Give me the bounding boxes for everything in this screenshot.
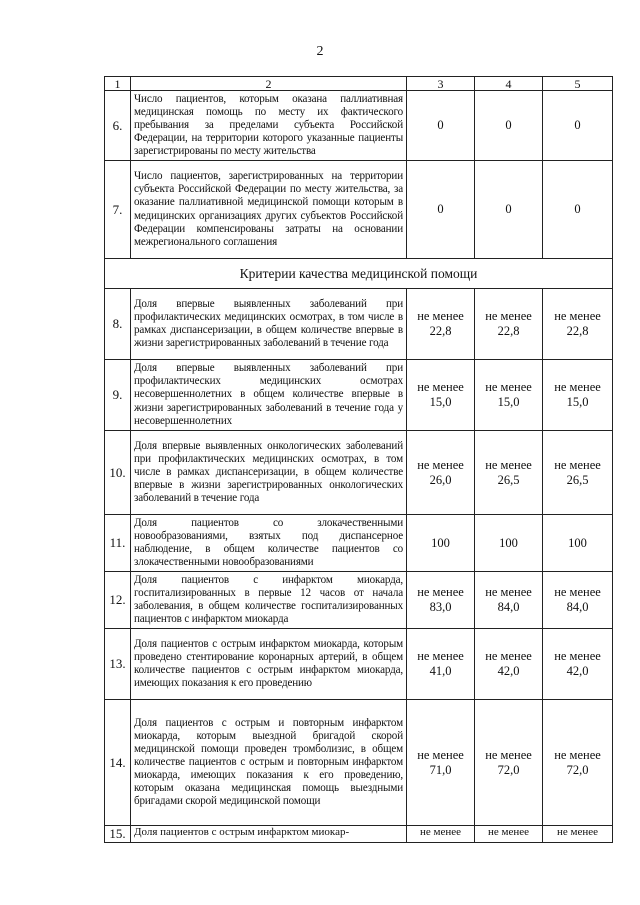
value-col5 — [543, 431, 613, 515]
value-col5 — [543, 360, 613, 431]
value-qualifier: не менее — [554, 649, 601, 663]
row-number: 12. — [105, 572, 131, 629]
value-col5 — [543, 700, 613, 826]
value-col4: 0 — [475, 91, 543, 161]
value-col5: 0 — [543, 91, 613, 161]
table-row — [105, 700, 613, 826]
value-col5: 0 — [543, 161, 613, 259]
row-description: Доля пациентов с инфарктом миокарда, госпитализированных в первые 12 часов от начала заболевания, в общем количестве госпитализированных пациентов с инфарктом миокарда — [131, 572, 407, 629]
value-qualifier: не менее — [554, 457, 601, 472]
table-row — [105, 289, 613, 360]
table-row — [105, 826, 613, 843]
value-qualifier: не менее — [417, 457, 464, 472]
value-col3 — [407, 360, 475, 431]
value-number: 83,0 — [429, 600, 452, 614]
value-col5 — [543, 515, 613, 572]
header-cell: 5 — [543, 77, 613, 91]
value-col5 — [543, 572, 613, 629]
value-qualifier: не менее — [485, 457, 532, 472]
table-row — [105, 431, 613, 515]
value-col3 — [407, 572, 475, 629]
value-col5 — [543, 629, 613, 700]
table-row — [105, 360, 613, 431]
value-qualifier: не менее — [485, 747, 532, 762]
value-qualifier: не менее — [417, 747, 464, 762]
row-number: 8. — [105, 289, 131, 360]
row-description: Доля пациентов со злокачественными новообразованиями, взятых под диспансерное наблюдение, в общем количестве пациентов со злокачественными новообразованиями — [131, 515, 407, 572]
row-number: 7. — [105, 161, 131, 259]
value-qualifier: не менее — [485, 309, 532, 323]
value-col3 — [407, 515, 475, 572]
value-qualifier: не менее — [554, 309, 601, 323]
value-qualifier: 100 — [499, 535, 518, 550]
row-number: 15. — [105, 826, 131, 843]
value-number: 84,0 — [566, 600, 589, 614]
row-description: Число пациентов, зарегистрированных на территории субъекта Российской Федерации по месту жительства, за оказание паллиативной медицинской помощи которым в медицинских организациях других субъектов Российской Федерации компенсированы затраты на основании межрегионального соглашения — [131, 161, 407, 259]
value-col5 — [543, 289, 613, 360]
value-col4 — [475, 700, 543, 826]
value-qualifier: не менее — [554, 747, 601, 762]
value-number: 15,0 — [566, 395, 589, 409]
header-row — [105, 77, 613, 91]
value-qualifier: не менее — [417, 585, 464, 599]
indicators-table — [104, 76, 613, 843]
row-description: Доля пациентов с острым инфарктом миокар- — [131, 826, 407, 843]
value-number: 42,0 — [566, 664, 589, 678]
value-number: 42,0 — [497, 664, 520, 678]
value-col4 — [475, 431, 543, 515]
value-col4 — [475, 515, 543, 572]
page-number: 2 — [316, 44, 324, 59]
value-qualifier: не менее — [554, 585, 601, 599]
row-number: 9. — [105, 360, 131, 431]
value-col4 — [475, 572, 543, 629]
row-description: Число пациентов, которым оказана паллиативная медицинская помощь по месту их фактического пребывания за пределами субъекта Российской Федерации, на территории которого указанные пациенты зарегистрированы по месту жительства — [131, 91, 407, 161]
value-qualifier: 100 — [431, 535, 450, 550]
value-number: 26,5 — [566, 472, 589, 487]
value-col3: 0 — [407, 91, 475, 161]
row-description: Доля пациентов с острым и повторным инфарктом миокарда, которым выездной бригадой скорой медицинской помощи проведен тромболизис, в общем количестве пациентов с острым и повторным инфарктом миокарда, имеющих показания к его проведению, которым оказана медицинская помощь выездными бригадами скорой медицинской помощи — [131, 700, 407, 826]
row-number: 11. — [105, 515, 131, 572]
value-qualifier: не менее — [417, 309, 464, 323]
value-col5: не менее — [543, 826, 613, 843]
row-number: 6. — [105, 91, 131, 161]
header-cell: 4 — [475, 77, 543, 91]
value-col3: 0 — [407, 161, 475, 259]
row-description: Доля пациентов с острым инфарктом миокарда, которым проведено стентирование коронарных артерий, в общем количестве пациентов с острым инфарктом миокарда, имеющих показания к его проведению — [131, 629, 407, 700]
value-number: 72,0 — [566, 762, 589, 777]
value-qualifier: не менее — [554, 380, 601, 394]
value-qualifier: не менее — [485, 380, 532, 394]
value-number: 26,0 — [429, 472, 452, 487]
value-qualifier: не менее — [417, 380, 464, 394]
value-col4: не менее — [475, 826, 543, 843]
value-col3: не менее — [407, 826, 475, 843]
section-title: Критерии качества медицинской помощи — [105, 259, 613, 289]
value-number: 22,8 — [566, 324, 589, 338]
table-row — [105, 161, 613, 259]
value-qualifier: не менее — [485, 585, 532, 599]
row-description: Доля впервые выявленных заболеваний при профилактических медицинских осмотрах, в том числе в рамках диспансеризации, в общем количестве впервые в жизни зарегистрированных заболеваний в течение года — [131, 289, 407, 360]
value-col3 — [407, 289, 475, 360]
value-col4: 0 — [475, 161, 543, 259]
value-number: 41,0 — [429, 664, 452, 678]
table-row — [105, 572, 613, 629]
value-number: 84,0 — [497, 600, 520, 614]
header-cell: 2 — [131, 77, 407, 91]
row-number: 14. — [105, 700, 131, 826]
value-col3 — [407, 700, 475, 826]
header-cell: 1 — [105, 77, 131, 91]
value-col3 — [407, 629, 475, 700]
header-cell: 3 — [407, 77, 475, 91]
value-col4 — [475, 289, 543, 360]
value-number: 71,0 — [429, 762, 452, 777]
value-qualifier: 100 — [568, 535, 587, 550]
table-row — [105, 91, 613, 161]
value-col3 — [407, 431, 475, 515]
value-number: 26,5 — [497, 472, 520, 487]
table-row — [105, 629, 613, 700]
section-row — [105, 259, 613, 289]
value-col4 — [475, 629, 543, 700]
value-qualifier: не менее — [417, 649, 464, 663]
table-row — [105, 515, 613, 572]
value-number: 15,0 — [429, 395, 452, 409]
value-number: 15,0 — [497, 395, 520, 409]
value-number: 22,8 — [497, 324, 520, 338]
value-col4 — [475, 360, 543, 431]
row-description: Доля впервые выявленных онкологических заболеваний при профилактических медицинских осмотрах, в том числе в рамках диспансеризации, в общем количестве впервые в жизни зарегистрированных онкологических заболеваний в течение года — [131, 431, 407, 515]
row-number: 10. — [105, 431, 131, 515]
value-number: 22,8 — [429, 324, 452, 338]
row-description: Доля впервые выявленных заболеваний при профилактических медицинских осмотрах несовершеннолетних в общем количестве впервые в жизни зарегистрированных заболеваний в течение года у несовершеннолетних — [131, 360, 407, 431]
value-number: 72,0 — [497, 762, 520, 777]
row-number: 13. — [105, 629, 131, 700]
value-qualifier: не менее — [485, 649, 532, 663]
